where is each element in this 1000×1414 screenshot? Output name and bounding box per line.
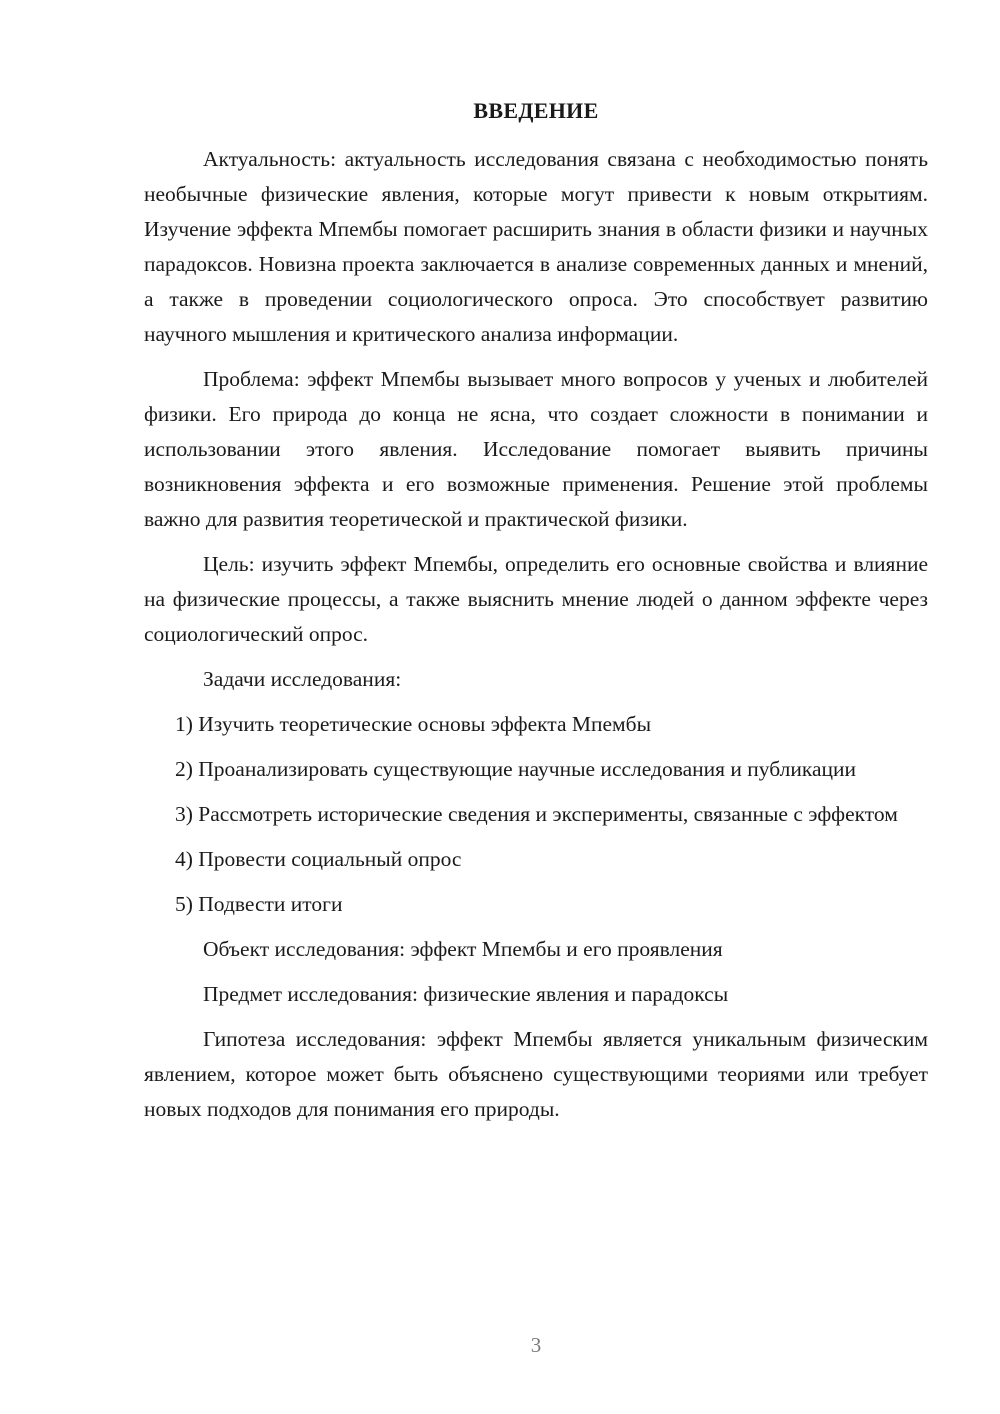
- object-paragraph: Объект исследования: эффект Мпембы и его проявления: [203, 937, 723, 961]
- problem-paragraph: Проблема: эффект Мпембы вызывает много вопросов у ученых и любителей физики. Его природа до конца не ясна, что создает сложности в понимании и использовании этого явления. Исследование помогает выявить причины возникновения эффекта и его возможные применения. Решение этой проблемы важно для развития теоретической и практической физики.: [144, 367, 928, 531]
- relevance-paragraph: Актуальность: актуальность исследования связана с необходимостью понять необычные физические явления, которые могут привести к новым открытиям. Изучение эффекта Мпембы помогает расширить знания в области физики и научных парадоксов. Новизна проекта заключается в анализе современных данных и мнений, а также в проведении социологического опроса. Это способствует развитию научного мышления и критического анализа информации.: [144, 147, 928, 346]
- subject-paragraph: Предмет исследования: физические явления и парадоксы: [203, 982, 729, 1006]
- page-number: 3: [530, 1333, 542, 1357]
- task-item-2: 2) Проанализировать существующие научные исследования и публикации: [175, 757, 857, 781]
- hypothesis-paragraph: Гипотеза исследования: эффект Мпембы является уникальным физическим явлением, которое может быть объяснено существующими теориями или требует новых подходов для понимания его природы.: [144, 1027, 928, 1121]
- task-item-3: 3) Рассмотреть исторические сведения и эксперименты, связанные с эффектом: [175, 802, 898, 826]
- tasks-title: Задачи исследования:: [203, 667, 402, 691]
- task-item-1: 1) Изучить теоретические основы эффекта Мпембы: [175, 712, 652, 736]
- document-page: [144, 96, 928, 1137]
- page-title: ВВЕДЕНИЕ: [473, 98, 599, 123]
- goal-paragraph: Цель: изучить эффект Мпембы, определить его основные свойства и влияние на физические процессы, а также выяснить мнение людей о данном эффекте через социологический опрос.: [144, 552, 928, 646]
- task-item-5: 5) Подвести итоги: [175, 892, 343, 916]
- task-item-4: 4) Провести социальный опрос: [175, 847, 462, 871]
